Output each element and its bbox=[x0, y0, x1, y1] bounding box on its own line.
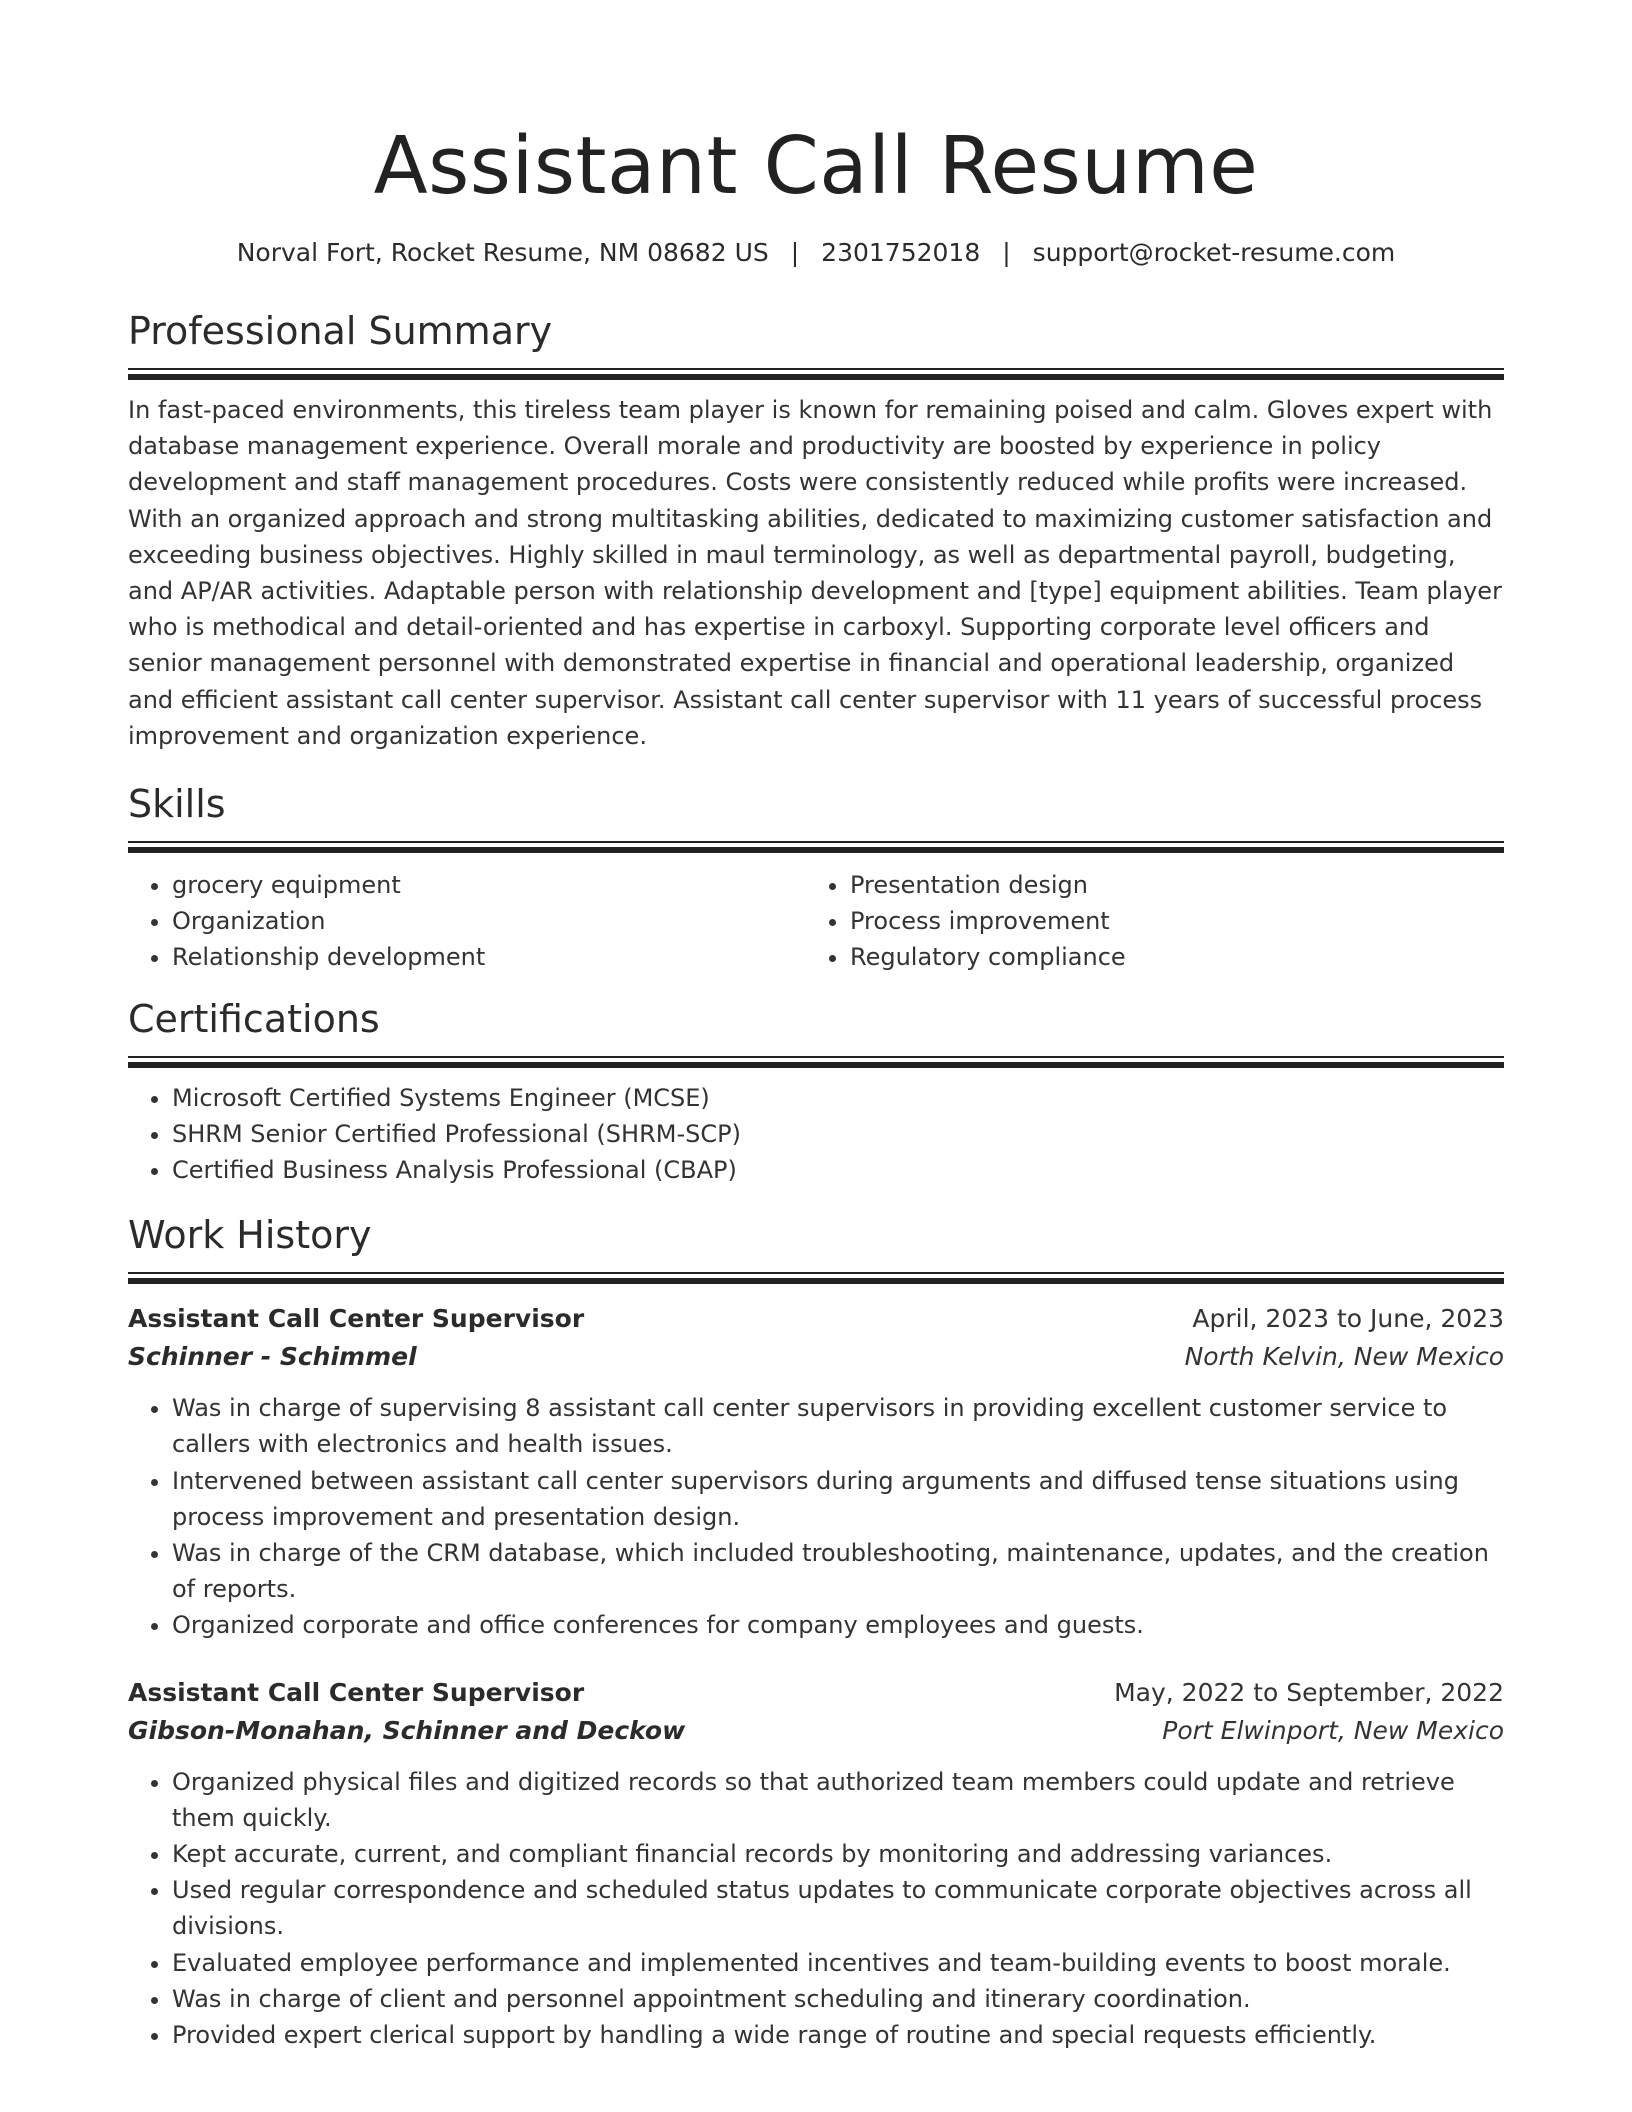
job-company: Gibson-Monahan, Schinner and Deckow bbox=[128, 1715, 686, 1745]
contact-email: support@rocket-resume.com bbox=[1032, 238, 1396, 267]
certifications-list bbox=[128, 1080, 1504, 1189]
contact-phone: 2301752018 bbox=[821, 238, 981, 267]
summary-heading: Professional Summary bbox=[128, 309, 553, 353]
certifications-heading: Certifications bbox=[128, 996, 380, 1041]
skill-item: • grocery equipment bbox=[172, 867, 806, 903]
job-dates: April, 2023 to June, 2023 bbox=[1192, 1304, 1504, 1334]
skill-item: • Regulatory compliance bbox=[850, 939, 1484, 975]
job-dates: May, 2022 to September, 2022 bbox=[1114, 1677, 1504, 1707]
skills-columns bbox=[128, 867, 1504, 976]
job-subheader-row bbox=[128, 1712, 1504, 1750]
job-entry bbox=[128, 1674, 1504, 2054]
job-bullet: • Was in charge of client and personnel appointment scheduling and itinerary coordination. bbox=[172, 1981, 1504, 2017]
section-divider bbox=[128, 368, 1504, 380]
job-bullet: • Kept accurate, current, and compliant financial records by monitoring and addressing variances. bbox=[172, 1836, 1504, 1872]
certifications-section bbox=[128, 996, 1504, 1189]
resume-title: Assistant Call Resume bbox=[373, 120, 1259, 212]
job-location: Port Elwinport, New Mexico bbox=[1162, 1715, 1504, 1745]
job-bullets bbox=[128, 1390, 1504, 1643]
skill-item: • Presentation design bbox=[850, 867, 1484, 903]
certification-item: • Certified Business Analysis Professional (CBAP) bbox=[172, 1152, 1504, 1188]
job-title: Assistant Call Center Supervisor bbox=[128, 1677, 585, 1707]
summary-section bbox=[128, 308, 1504, 754]
job-bullet: • Organized physical files and digitized records so that authorized team members could update and retrieve them quickly. bbox=[172, 1764, 1504, 1836]
skills-list-right bbox=[806, 867, 1484, 976]
certification-item: • Microsoft Certified Systems Engineer (MCSE) bbox=[172, 1080, 1504, 1116]
certification-item: • SHRM Senior Certified Professional (SHRM-SCP) bbox=[172, 1116, 1504, 1152]
job-header-row bbox=[128, 1674, 1504, 1712]
job-bullet: • Evaluated employee performance and implemented incentives and team-building events to boost morale. bbox=[172, 1945, 1504, 1981]
job-bullet: • Used regular correspondence and scheduled status updates to communicate corporate objectives across all divisions. bbox=[172, 1872, 1504, 1944]
skills-list-left bbox=[128, 867, 806, 976]
job-company: Schinner - Schimmel bbox=[128, 1342, 417, 1372]
job-bullet: • Intervened between assistant call center supervisors during arguments and diffused tense situations using process improvement and presentation design. bbox=[172, 1463, 1504, 1535]
skill-item: • Relationship development bbox=[172, 939, 806, 975]
skills-section bbox=[128, 781, 1504, 976]
contact-separator: | bbox=[1002, 238, 1011, 267]
skills-heading: Skills bbox=[128, 782, 226, 827]
job-bullet: • Was in charge of supervising 8 assistant call center supervisors in providing excellent customer service to callers with electronics and health issues. bbox=[172, 1390, 1504, 1462]
contact-separator: | bbox=[790, 238, 800, 267]
section-divider bbox=[128, 1056, 1504, 1068]
contact-line bbox=[128, 236, 1504, 270]
job-bullet: • Was in charge of the CRM database, which included troubleshooting, maintenance, updates, and the creation of reports. bbox=[172, 1535, 1504, 1607]
resume-page bbox=[128, 0, 1504, 2053]
job-header-row bbox=[128, 1300, 1504, 1338]
skill-item: • Process improvement bbox=[850, 903, 1484, 939]
job-title: Assistant Call Center Supervisor bbox=[128, 1304, 585, 1334]
job-subheader-row bbox=[128, 1338, 1504, 1376]
section-divider bbox=[128, 1272, 1504, 1284]
job-bullets bbox=[128, 1764, 1504, 2054]
contact-address: Norval Fort, Rocket Resume, NM 08682 US bbox=[236, 238, 769, 267]
work-history-section bbox=[128, 1212, 1504, 2053]
job-entry bbox=[128, 1300, 1504, 1643]
summary-text: In fast-paced environments, this tireless team player is known for remaining poised and calm. Gloves expert with database management experience. Overall morale and productivity are boosted by experience in policy development and staff management procedures. Costs were consistently reduced while profits were increased. With an organized approach and strong multitasking abilities, dedicated to maximizing customer satisfaction and exceeding business objectives. Highly skilled in maul terminology, as well as departmental payroll, budgeting, and AP/AR activities. Adaptable person with relationship development and [type] equipment abilities. Team player who is methodical and detail-oriented and has expertise in carboxyl. Supporting corporate level officers and senior management personnel with demonstrated expertise in financial and operational leadership, organized and efficient assistant call center supervisor. Assistant call center supervisor with 11 years of successful process improvement and organization experience. bbox=[128, 396, 1502, 750]
job-bullet: • Organized corporate and office conferences for company employees and guests. bbox=[172, 1607, 1504, 1643]
work-history-heading: Work History bbox=[128, 1213, 372, 1258]
skill-item: • Organization bbox=[172, 903, 806, 939]
section-divider bbox=[128, 841, 1504, 853]
job-location: North Kelvin, New Mexico bbox=[1184, 1342, 1504, 1372]
job-bullet: • Provided expert clerical support by handling a wide range of routine and special requests efficiently. bbox=[172, 2017, 1504, 2053]
